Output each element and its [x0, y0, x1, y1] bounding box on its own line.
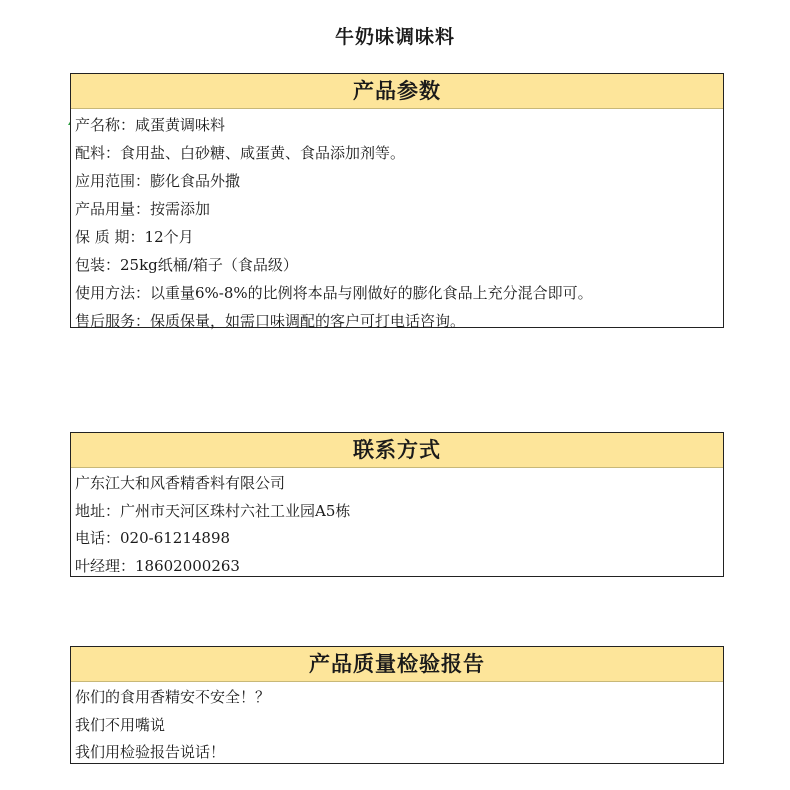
report-line: 我们不用嘴说 — [75, 715, 166, 734]
product-params-box — [70, 73, 724, 328]
product-params-header: 产品参数 — [71, 74, 723, 109]
contact-line-phone: 电话：020-61214898 — [75, 529, 231, 547]
param-line-ingredients: 配料：食用盐、白砂糖、咸蛋黄、食品添加剂等。 — [75, 144, 406, 162]
contact-header: 联系方式 — [71, 433, 723, 468]
param-line-packaging: 包装：25kg纸桶/箱子（食品级） — [75, 256, 298, 274]
param-line-name: 产名称：咸蛋黄调味料 — [75, 116, 226, 134]
report-line: 我们用检验报告说话！ — [75, 743, 226, 761]
param-line-shelf-life: 保 质 期：12个月 — [75, 228, 194, 246]
param-line-application: 应用范围：膨化食品外撒 — [75, 172, 241, 190]
quality-report-header: 产品质量检验报告 — [71, 647, 723, 682]
contact-line-manager: 叶经理：18602000263 — [75, 556, 240, 575]
param-line-dosage: 产品用量：按需添加 — [75, 200, 211, 218]
quality-report-box — [70, 646, 724, 764]
contact-line-address: 地址：广州市天河区珠村六社工业园A5栋 — [75, 501, 351, 520]
contact-box — [70, 432, 724, 577]
param-line-service: 售后服务：保质保量，如需口味调配的客户可打电话咨询。 — [75, 312, 466, 330]
report-line: 你们的食用香精安不安全！？ — [75, 688, 271, 706]
contact-line-company: 广东江大和风香精香料有限公司 — [75, 474, 286, 492]
page-title: 牛奶味调味料 — [334, 26, 455, 48]
param-line-usage: 使用方法：以重量6%-8%的比例将本品与刚做好的膨化食品上充分混合即可。 — [75, 284, 593, 302]
